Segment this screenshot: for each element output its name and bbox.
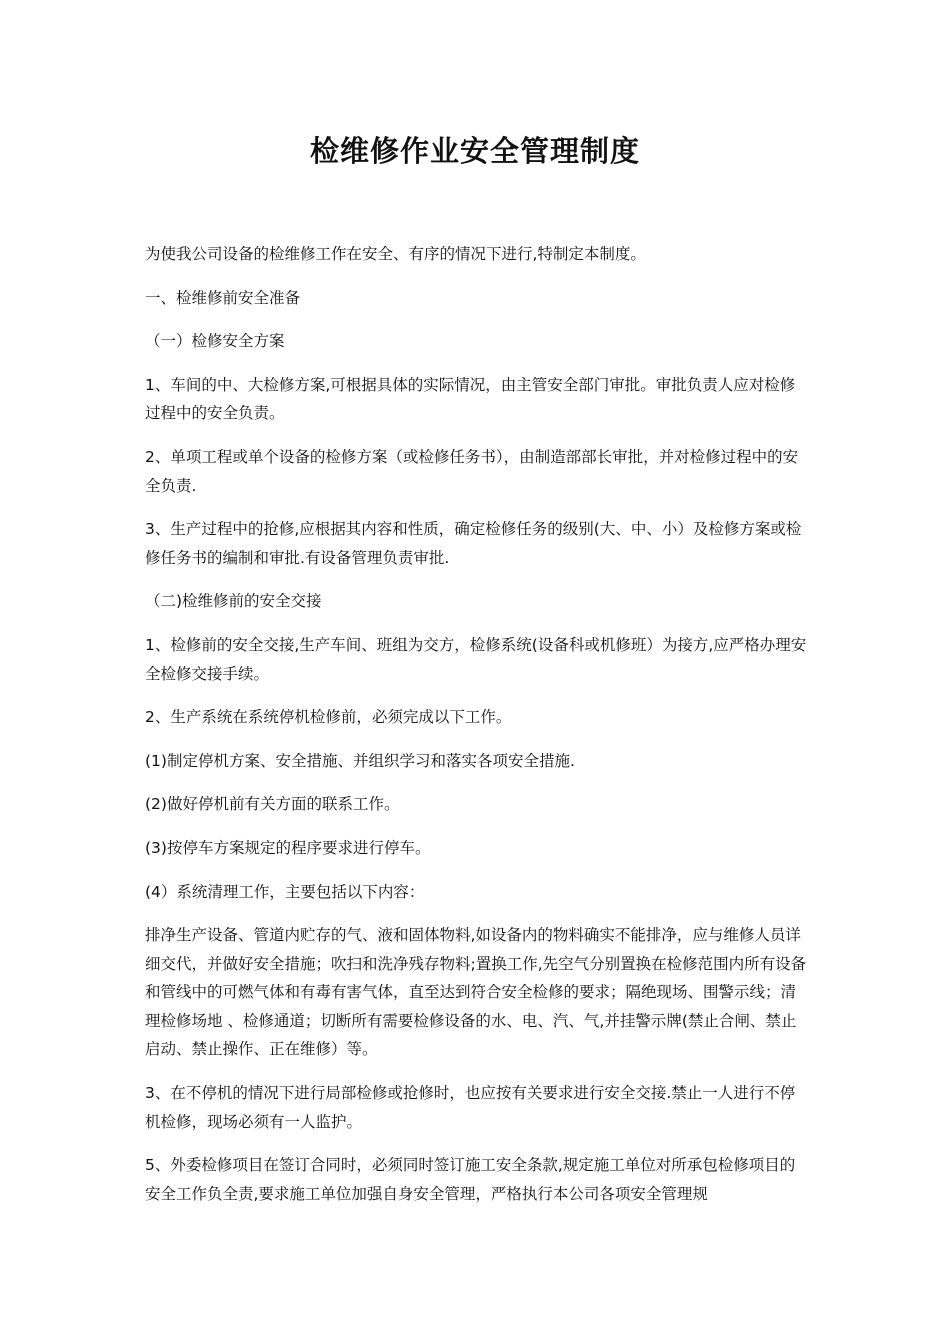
paragraph: 3、生产过程中的抢修,应根据其内容和性质，确定检修任务的级别(大、中、小）及检修方案或检修任务书的编制和审批.有设备管理负责审批. — [145, 520, 802, 567]
section-heading: 一、检维修前安全准备 — [145, 288, 301, 307]
document-title: 检维修作业安全管理制度 — [309, 134, 640, 168]
document-body — [145, 240, 807, 1223]
paragraph: 5、外委检修项目在签订合同时，必须同时签订施工安全条款,规定施工单位对所承包检修项目的安全工作负全责,要求施工单位加强自身安全管理，严格执行本公司各项安全管理规 — [145, 1156, 796, 1203]
paragraph: (3)按停车方案规定的程序要求进行停车。 — [145, 838, 431, 857]
paragraph: (1)制定停机方案、安全措施、并组织学习和落实各项安全措施. — [145, 751, 575, 770]
paragraph: (2)做好停机前有关方面的联系工作。 — [145, 795, 400, 814]
paragraph: 排净生产设备、管道内贮存的气、液和固体物料,如设备内的物料确实不能排净，应与维修人员详细交代，并做好安全措施；吹扫和洗净残存物料;置换工作,先空气分别置换在检修范围内所有设备和管线中的可燃气体和有毒有害气体，直至达到符合安全检修的要求；隔绝现场、围警示线；清理检修场地 、检修通道；切断所有需要检修设备的水、电、汽、气,并挂警示牌(禁止合闸、禁止启动、禁止操作、正在维修）等。 — [145, 926, 807, 1059]
paragraph: (4）系统清理工作，主要包括以下内容： — [145, 882, 425, 901]
paragraph: 3、在不停机的情况下进行局部检修或抢修时，也应按有关要求进行安全交接.禁止一人进行不停机检修，现场必须有一人监护。 — [145, 1084, 796, 1131]
paragraph: 1、检修前的安全交接,生产车间、班组为交方，检修系统(设备科或机修班）为接方,应严格办理安全检修交接手续。 — [145, 635, 807, 683]
paragraph: 2、生产系统在系统停机检修前，必须完成以下工作。 — [145, 708, 512, 727]
paragraph: 为使我公司设备的检维修工作在安全、有序的情况下进行,特制定本制度。 — [145, 245, 646, 263]
subsection-heading: （二)检维修前的安全交接 — [145, 592, 322, 611]
subsection-heading: （一）检修安全方案 — [145, 332, 285, 351]
paragraph: 2、单项工程或单个设备的检修方案（或检修任务书），由制造部部长审批，并对检修过程中的安全负责. — [145, 447, 799, 495]
paragraph: 1、车间的中、大检修方案,可根据具体的实际情况，由主管安全部门审批。审批负责人应对检修过程中的安全负责。 — [145, 375, 796, 423]
